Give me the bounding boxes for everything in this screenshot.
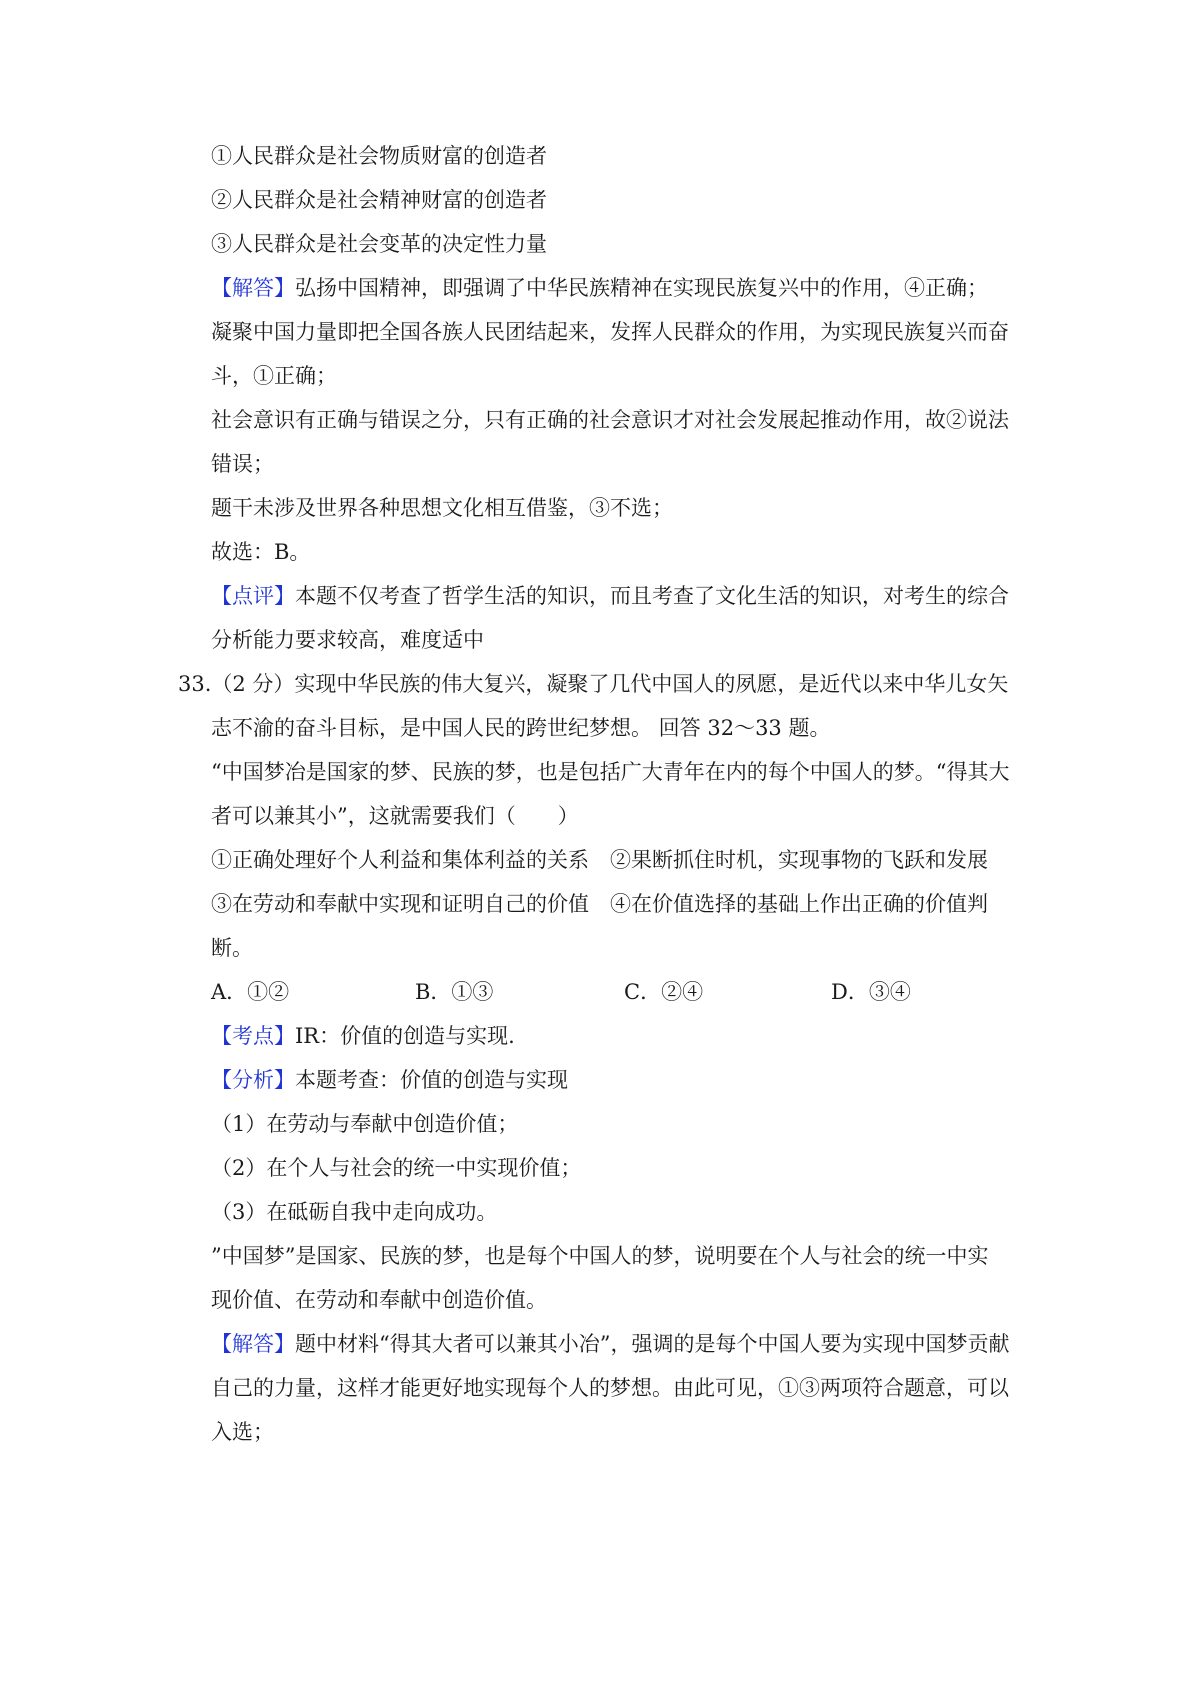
option-b: B．①③ <box>415 980 494 1004</box>
answer-tag: 【解答】 <box>211 276 295 300</box>
list-item: （1）在劳动与奉献中创造价值； <box>211 1112 519 1136</box>
answer-text: 弘扬中国精神，即强调了中华民族精神在实现民族复兴中的作用，④正确； <box>295 276 988 300</box>
kaodian-text: IR：价值的创造与实现. <box>295 1024 515 1048</box>
text-line: 社会意识有正确与错误之分，只有正确的社会意识才对社会发展起推动作用，故②说法 <box>211 408 1009 432</box>
text-line: 题干未涉及世界各种思想文化相互借鉴，③不选； <box>211 496 673 520</box>
answer-paragraph <box>211 1329 1009 1359</box>
text-line: 现价值、在劳动和奉献中创造价值。 <box>211 1288 547 1312</box>
list-item: ②人民群众是社会精神财富的创造者 <box>211 188 547 212</box>
text-line: 凝聚中国力量即把全国各族人民团结起来，发挥人民群众的作用，为实现民族复兴而奋 <box>211 320 1009 344</box>
text-line: 者可以兼其小”，这就需要我们（ ） <box>211 804 579 828</box>
question-stem: 33.（2 分）实现中华民族的伟大复兴，凝聚了几代中国人的夙愿，是近代以来中华儿女矢 <box>178 672 1009 696</box>
list-item: ①人民群众是社会物质财富的创造者 <box>211 144 547 168</box>
fenxi-tag: 【分析】 <box>211 1068 295 1092</box>
option-c: C．②④ <box>624 980 704 1004</box>
comment-text: 本题不仅考查了哲学生活的知识，而且考查了文化生活的知识，对考生的综合 <box>295 584 1009 608</box>
text-line: “中国梦冶是国家的梦、民族的梦，也是包括广大青年在内的每个中国人的梦。“得其大 <box>211 760 1010 784</box>
option-d: D．③④ <box>831 980 911 1004</box>
list-item: ③人民群众是社会变革的决定性力量 <box>211 232 547 256</box>
text-line: 斗，①正确； <box>211 364 337 388</box>
answer-text: 题中材料“得其大者可以兼其小冶”，强调的是每个中国人要为实现中国梦贡献 <box>295 1332 1010 1356</box>
statement-line: ①正确处理好个人利益和集体利益的关系 ②果断抓住时机，实现事物的飞跃和发展 <box>211 848 988 872</box>
comment-tag: 【点评】 <box>211 584 295 608</box>
text-line: 自己的力量，这样才能更好地实现每个人的梦想。由此可见，①③两项符合题意，可以 <box>211 1376 1009 1400</box>
answer-paragraph <box>211 273 988 303</box>
fenxi-paragraph <box>211 1065 568 1095</box>
options-row <box>211 977 931 1007</box>
kaodian-tag: 【考点】 <box>211 1024 295 1048</box>
statement-line: ③在劳动和奉献中实现和证明自己的价值 ④在价值选择的基础上作出正确的价值判 <box>211 892 988 916</box>
text-line: 入选； <box>211 1420 274 1444</box>
text-line: 分析能力要求较高，难度适中 <box>211 628 484 652</box>
list-item: （2）在个人与社会的统一中实现价值； <box>211 1156 582 1180</box>
statement-line: 断。 <box>211 936 253 960</box>
fenxi-text: 本题考查：价值的创造与实现 <box>295 1068 568 1092</box>
comment-paragraph <box>211 581 1009 611</box>
text-line: 志不渝的奋斗目标，是中国人民的跨世纪梦想。 回答 32～33 题。 <box>211 716 831 740</box>
text-line: 错误； <box>211 452 274 476</box>
answer-tag: 【解答】 <box>211 1332 295 1356</box>
option-a: A．①② <box>211 980 290 1004</box>
list-item: （3）在砥砺自我中走向成功。 <box>211 1200 498 1224</box>
text-line: 故选：B。 <box>211 540 311 564</box>
kaodian-paragraph <box>211 1021 515 1051</box>
text-line: ”中国梦”是国家、民族的梦，也是每个中国人的梦，说明要在个人与社会的统一中实 <box>211 1244 989 1268</box>
